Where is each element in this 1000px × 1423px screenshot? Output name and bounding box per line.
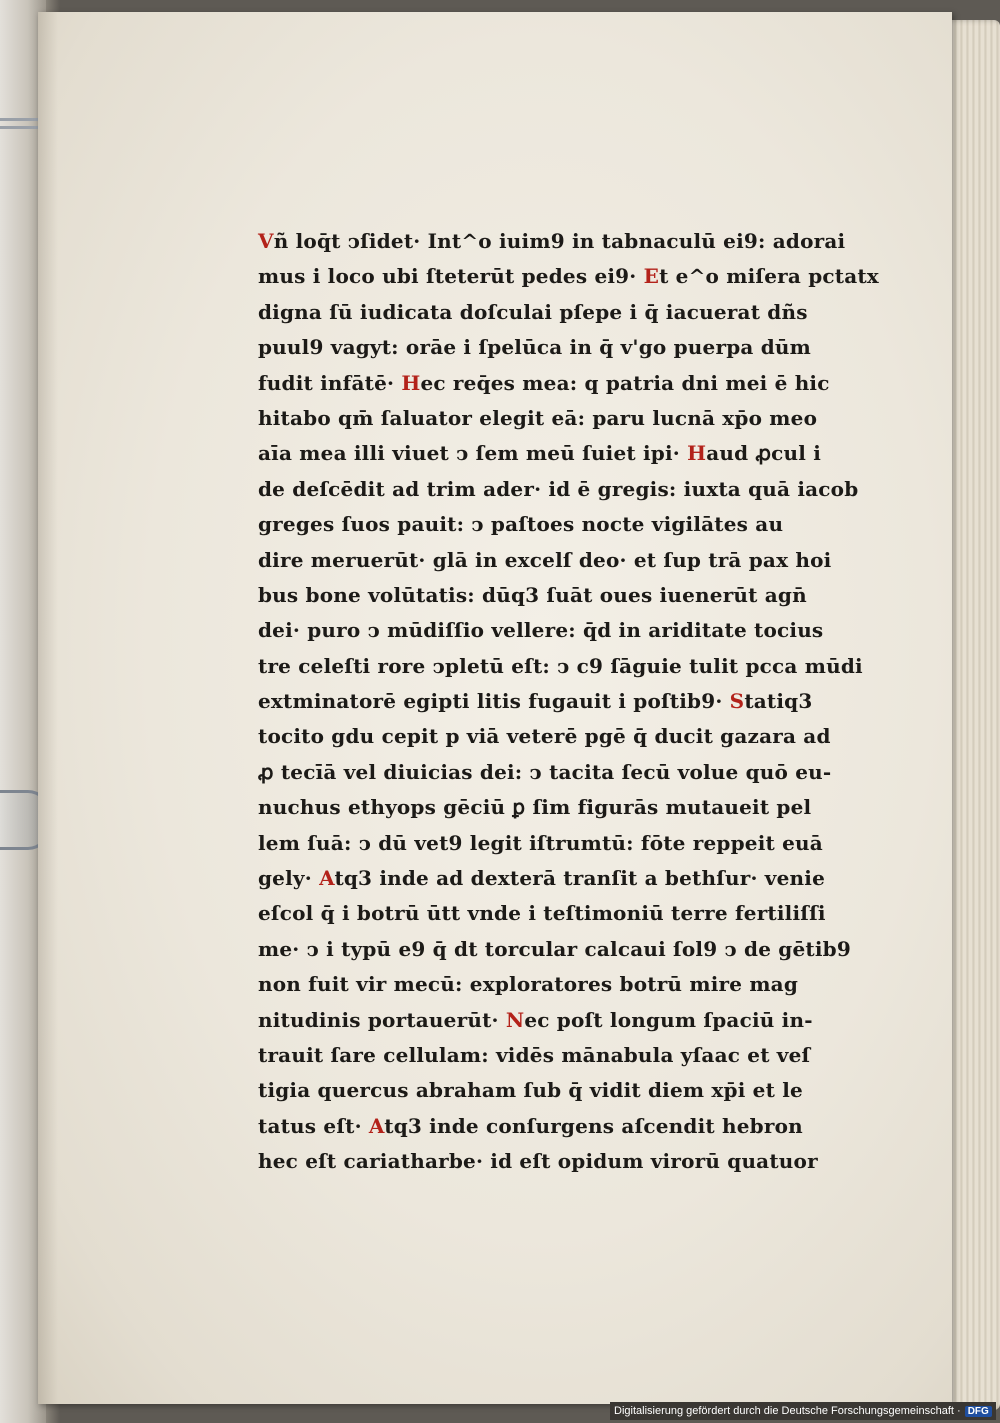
text-line: [258, 472, 859, 507]
text-line: [258, 1073, 838, 1108]
text-line: [258, 1038, 838, 1073]
line-text: tigia quercus abraham ſub q̄ vidit diem xp̄i et le: [258, 1078, 803, 1103]
line-text: gely·: [258, 866, 320, 891]
text-line: [258, 896, 838, 931]
text-line: [258, 719, 838, 754]
credit-text: Digitalisierung gefördert durch die Deutsche Forschungsgemeinschaft ·: [614, 1405, 961, 1417]
rubricated-capital: A: [319, 866, 335, 891]
line-text: nitudinis portauerūt·: [258, 1007, 506, 1032]
line-text: trauit ſare cellulam: vidēs mānabula yſaac et veſ: [258, 1042, 811, 1067]
line-text-continued: ec poſt longum ſpaciū in-: [524, 1007, 813, 1032]
text-line: [258, 578, 838, 613]
line-text: lem ſuā: ↄ dū vet9 legit iſtrumtū: fōte reppeit euā: [258, 830, 823, 855]
rubricated-capital: N: [505, 1007, 525, 1032]
text-line: [258, 295, 838, 330]
text-line: [258, 259, 879, 294]
text-line: [258, 543, 838, 578]
text-line: [258, 649, 863, 684]
line-text-continued: ec req̄es mea: q patria dni mei ē hic: [420, 370, 830, 395]
line-text: greges ſuos pauit: ↄ paſtoes nocte vigilātes au: [258, 512, 784, 537]
line-text-continued: aud ꝓcul i: [706, 441, 822, 466]
text-line: [258, 507, 838, 542]
rubricated-capital: H: [687, 441, 707, 466]
text-line: [258, 826, 838, 861]
text-line: [258, 330, 838, 365]
rubricated-capital: S: [729, 689, 745, 714]
rubricated-capital: H: [401, 370, 421, 395]
text-line: [258, 932, 851, 967]
text-line: [258, 436, 838, 471]
line-text-continued: tq3 inde ad dexterā tranſit a bethſur· venie: [334, 866, 826, 891]
line-text: tatus eſt·: [258, 1113, 369, 1138]
line-text-continued: tatiq3: [744, 689, 813, 714]
text-line: [258, 755, 838, 790]
line-text-continued: t e^o miſera pctatx: [659, 264, 879, 289]
text-line: [258, 684, 838, 719]
rubricated-capital: A: [368, 1113, 385, 1138]
line-text: hec eſt cariatharbe· id eſt opidum virorū quatuor: [258, 1149, 818, 1174]
dfg-logo: DFG: [965, 1406, 992, 1417]
line-text: tre celeſti rore ↄpletū eſt: ↄ c9 ſāguie tulit pcca mūdi: [258, 653, 863, 678]
text-line: [258, 790, 838, 825]
line-text: digna ſū iudicata doſculai pſepe i q̄ iacuerat dñs: [258, 299, 808, 324]
line-text: extminatorē egipti litis fugauit i poſtib9·: [258, 689, 730, 714]
text-line: [258, 401, 838, 436]
rubricated-capital: E: [643, 264, 660, 289]
text-line: [258, 1144, 838, 1179]
text-line: [258, 861, 838, 896]
text-line: [258, 1003, 838, 1038]
page-stack-edge: [945, 20, 1000, 1410]
text-line: [258, 1109, 838, 1144]
line-text: de deſcēdit ad trim ader· id ē gregis: iuxta quā iacob: [258, 476, 859, 501]
line-text: eſcol q̄ i botrū ūtt vnde i teſtimoniū terre fertiliſſi: [258, 901, 826, 926]
line-text: nuchus ethyops gēciū ꝑ ſim figurās mutaueit pel: [258, 795, 812, 820]
text-column: [258, 224, 879, 1180]
text-line: [258, 613, 838, 648]
line-text: dire meruerūt· glā in excelſ deo· et ſup trā pax hoi: [258, 547, 832, 572]
line-text-continued: tq3 inde conſurgens aſcendit hebron: [384, 1113, 803, 1138]
line-text: non fuit vir mecū: exploratores botrū mire mag: [258, 972, 799, 997]
text-line: [258, 224, 846, 259]
line-text: ñ loq̄t ↄſidet· Int^o iuim9 in tabnaculū ei9: adorai: [273, 229, 846, 253]
digitization-credit: [610, 1402, 996, 1420]
line-text: mus i loco ubi ſteterūt pedes ei9·: [258, 264, 644, 289]
line-text: bus bone volūtatis: dūq3 ſuāt oues iuenerūt agn̄: [258, 582, 807, 607]
text-line: [258, 967, 838, 1002]
line-text: dei· puro ↄ mūdiſſio vellere: q̄d in ariditate tocius: [258, 618, 824, 643]
line-text: ꝓ tecīā vel diuicias dei: ↄ tacita ſecū volue quō eu-: [258, 759, 832, 784]
text-line: [258, 366, 838, 401]
line-text: aīa mea illi viuet ↄ ſem meū ſuiet ipi·: [258, 441, 688, 466]
manuscript-page: [38, 12, 952, 1404]
line-text: puul9 vagyt: orāe i ſpelūca in q̄ v'go puerpa dūm: [258, 335, 812, 360]
line-text: tocito gdu cepit p viā veterē pgē q̄ ducit gazara ad: [258, 724, 831, 749]
line-text: me· ↄ i typū e9 q̄ dt torcular calcaui ſol9 ↄ de gētib9: [258, 936, 851, 961]
rubricated-initial: V: [258, 229, 274, 253]
line-text: hitabo qm̄ ſaluator elegit eā: paru lucnā xp̄o meo: [258, 405, 818, 430]
line-text: fudit infātē·: [258, 370, 402, 395]
